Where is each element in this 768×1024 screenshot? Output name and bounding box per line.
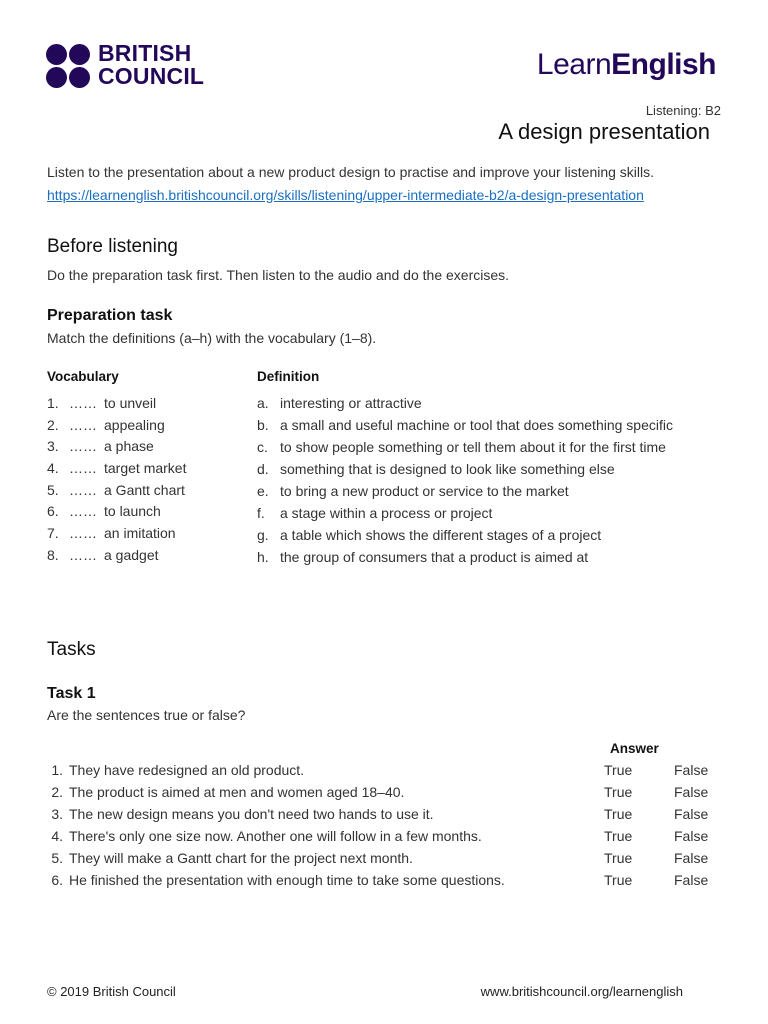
vocab-item: 8. ……a gadget: [47, 546, 159, 563]
definition-item: h. the group of consumers that a product is aimed at: [257, 549, 589, 565]
footer-copyright: © 2019 British Council: [47, 984, 176, 999]
task1-instruction: Are the sentences true or false?: [47, 707, 246, 723]
task1-row: 1. They have redesigned an old product. True False: [47, 759, 727, 781]
british-council-dots-icon: [46, 44, 94, 88]
definition-item: f. a stage within a process or project: [257, 505, 493, 521]
definition-list: [257, 393, 690, 569]
definition-item: c. to show people something or tell them about it for the first time: [257, 439, 666, 455]
before-listening-text: Do the preparation task first. Then listen to the audio and do the exercises.: [47, 267, 510, 283]
british-council-logo: [46, 42, 216, 90]
task1-row: 6. He finished the presentation with enough time to take some questions. True False: [47, 869, 727, 891]
false-option: False: [674, 872, 709, 888]
true-option: True: [604, 828, 633, 844]
task1-row: 2. The product is aimed at men and women aged 18–40. True False: [47, 781, 727, 803]
false-option: False: [674, 850, 709, 866]
true-option: True: [604, 850, 633, 866]
task1-row: 3. The new design means you don't need two hands to use it. True False: [47, 803, 727, 825]
vocabulary-list: [47, 393, 186, 567]
false-option: False: [674, 806, 709, 822]
before-listening-heading: Before listening: [47, 236, 178, 257]
task1-list: [47, 759, 727, 891]
vocab-item: 3. ……a phase: [47, 438, 154, 455]
definition-item: b. a small and useful machine or tool that does something specific: [257, 417, 673, 433]
vocab-item: 2. ……appealing: [47, 416, 165, 433]
false-option: False: [674, 762, 709, 778]
footer-url: www.britishcouncil.org/learnenglish: [480, 984, 683, 999]
british-council-wordmark: BRITISH COUNCIL: [98, 40, 205, 89]
definition-item: a. interesting or attractive: [257, 395, 422, 411]
answer-header: Answer: [610, 741, 659, 756]
definition-item: d. something that is designed to look like something else: [257, 461, 615, 477]
learnenglish-logo: LearnEnglish: [536, 48, 716, 81]
false-option: False: [674, 784, 709, 800]
true-option: True: [604, 872, 633, 888]
preparation-task-heading: Preparation task: [47, 307, 173, 324]
page-title: A design presentation: [498, 119, 710, 144]
vocab-item: 1. ……to unveil: [47, 395, 157, 411]
false-option: False: [674, 828, 709, 844]
definition-item: g. a table which shows the different stages of a project: [257, 527, 602, 543]
preparation-task-instruction: Match the definitions (a–h) with the vocabulary (1–8).: [47, 330, 377, 346]
level-label: Listening: B2: [645, 103, 721, 118]
vocab-item: 7. ……an imitation: [47, 525, 176, 542]
task1-row: 4. There's only one size now. Another one will follow in a few months. True False: [47, 825, 727, 847]
true-option: True: [604, 806, 633, 822]
tasks-heading: Tasks: [47, 639, 96, 660]
definition-item: e. to bring a new product or service to the market: [257, 483, 569, 499]
true-option: True: [604, 762, 633, 778]
true-option: True: [604, 784, 633, 800]
task1-row: 5. They will make a Gantt chart for the project next month. True False: [47, 847, 727, 869]
vocab-item: 5. ……a Gantt chart: [47, 481, 185, 498]
vocabulary-header: Vocabulary: [47, 369, 119, 384]
lesson-link[interactable]: https://learnenglish.britishcouncil.org/skills/listening/upper-intermediate-b2/a-design-presentation: [47, 186, 644, 203]
intro-paragraph: Listen to the presentation about a new product design to practise and improve your listening skills. https://learnenglish.britishcouncil.org/skills/listening/upper-intermediate-b2/a-design-presentation: [47, 164, 655, 203]
vocab-item: 4. ……target market: [47, 460, 187, 477]
definition-header: Definition: [257, 369, 320, 384]
vocab-item: 6. ……to launch: [47, 503, 161, 520]
task1-heading: Task 1: [47, 685, 96, 702]
